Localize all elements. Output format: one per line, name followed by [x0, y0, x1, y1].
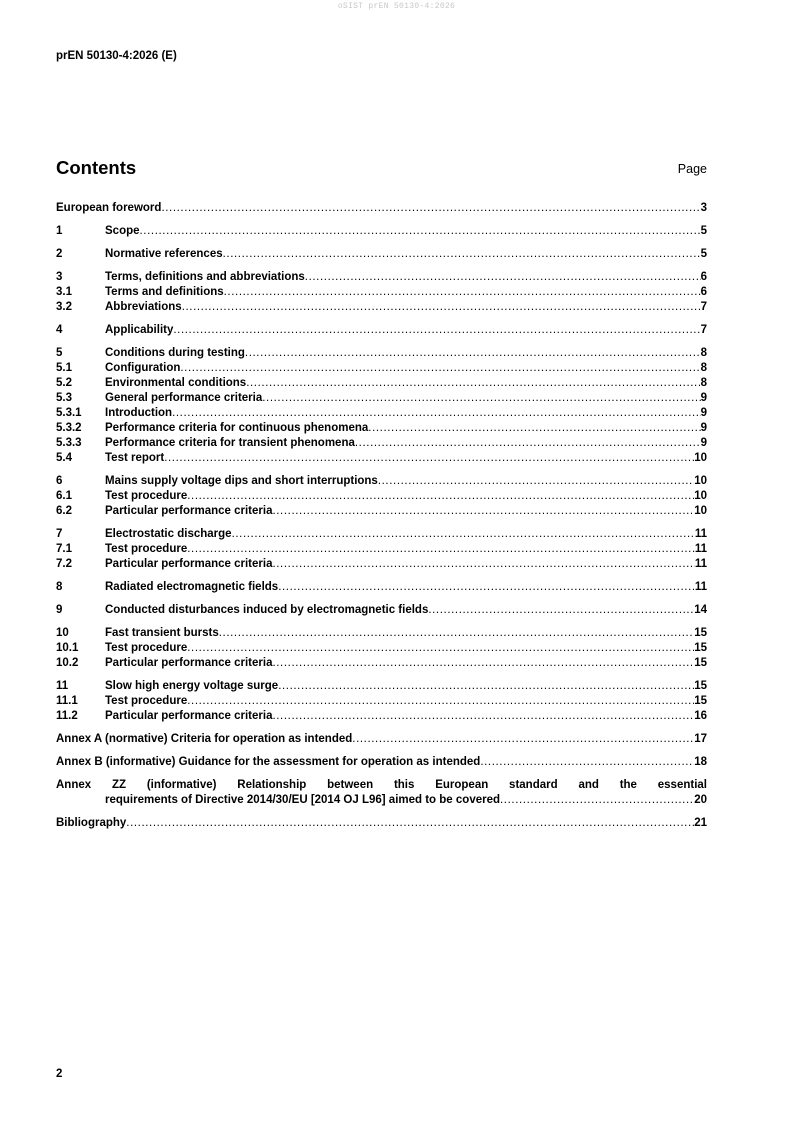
toc-entry-number: 5	[56, 347, 63, 359]
toc-entry-number: 5.4	[56, 452, 72, 464]
toc-entry[interactable]	[56, 247, 707, 262]
toc-entry-page: 5	[700, 225, 707, 237]
toc-entry-number: 3.2	[56, 301, 72, 313]
toc-entry-number: 9	[56, 604, 63, 616]
toc-entry-page: 11	[694, 543, 707, 555]
toc-entry-title: Test procedure	[105, 490, 188, 502]
toc-entry-number: 11.2	[56, 710, 78, 722]
toc-entry-number: 5.2	[56, 377, 72, 389]
toc-entry-number: 11.1	[56, 695, 78, 707]
toc-entry-page: 8	[700, 377, 707, 389]
toc-entry-page: 14	[694, 604, 707, 616]
toc-entry-title: Normative references	[105, 248, 223, 260]
toc-entry[interactable]	[56, 346, 707, 361]
toc-entry[interactable]	[56, 527, 707, 542]
dot-leader	[187, 489, 694, 504]
dot-leader	[272, 504, 694, 519]
dot-leader	[272, 557, 694, 572]
toc-entry-number: 5.3.2	[56, 422, 82, 434]
toc-entry-title: General performance criteria	[105, 392, 263, 404]
dot-leader	[223, 247, 701, 262]
dot-leader	[246, 376, 700, 391]
toc-entry-title: Test report	[105, 452, 165, 464]
document-id: prEN 50130-4:2026 (E)	[56, 50, 177, 62]
toc-entry-page: 18	[694, 756, 707, 768]
toc-entry[interactable]	[56, 391, 707, 406]
contents-title: Contents	[56, 157, 137, 178]
toc-entry[interactable]	[56, 755, 707, 770]
toc-entry-number: 7.1	[56, 543, 72, 555]
toc-entry-title: Performance criteria for continuous phenomena	[105, 422, 369, 434]
dot-leader	[224, 285, 701, 300]
toc-entry[interactable]	[56, 270, 707, 285]
toc-entry-title: Fast transient bursts	[105, 627, 219, 639]
toc-entry-page: 15	[694, 627, 707, 639]
toc-group	[56, 346, 707, 466]
toc-entry-page: 15	[694, 642, 707, 654]
toc-entry-page: 15	[694, 657, 707, 669]
toc-groups	[56, 201, 707, 770]
toc-group	[56, 224, 707, 239]
toc-entry[interactable]	[56, 504, 707, 519]
toc-entry-number: 4	[56, 324, 63, 336]
dot-leader	[272, 709, 694, 724]
toc-entry-title: Particular performance criteria	[105, 505, 273, 517]
toc-entry-title: Bibliography	[56, 817, 127, 829]
toc-entry-number: 5.3	[56, 392, 72, 404]
toc-entry-number: 6.2	[56, 505, 72, 517]
contents-header	[56, 157, 707, 183]
toc-entry-title: Test procedure	[105, 695, 188, 707]
toc-group	[56, 270, 707, 315]
toc-entry[interactable]	[56, 300, 707, 315]
toc-entry[interactable]	[56, 436, 707, 451]
toc-entry[interactable]	[56, 474, 707, 489]
toc-entry[interactable]	[56, 641, 707, 656]
toc-entry[interactable]	[56, 626, 707, 641]
toc-entry-page: 21	[694, 817, 707, 829]
dot-leader	[368, 421, 700, 436]
toc-entry-title: Particular performance criteria	[105, 558, 273, 570]
toc-entry-page: 9	[700, 407, 707, 419]
dot-leader	[126, 816, 694, 831]
toc-entry-number: 10	[56, 627, 69, 639]
toc-entry-number: 5.3.3	[56, 437, 82, 449]
dot-leader	[278, 580, 695, 595]
toc-entry[interactable]	[56, 361, 707, 376]
toc-entry-page: 9	[700, 392, 707, 404]
toc-entry[interactable]	[56, 224, 707, 239]
toc-entry-page: 9	[700, 422, 707, 434]
dot-leader	[428, 603, 694, 618]
toc-group	[56, 732, 707, 747]
toc-entry-title: Environmental conditions	[105, 377, 247, 389]
toc-entry-page: 15	[694, 695, 707, 707]
toc-entry-title: Scope	[105, 225, 140, 237]
toc-group	[56, 474, 707, 519]
toc-entry[interactable]	[56, 603, 707, 618]
toc-entry-number: 7	[56, 528, 63, 540]
dot-leader	[187, 694, 694, 709]
toc-entry-page: 20	[694, 794, 707, 806]
dot-leader	[245, 346, 701, 361]
toc-entry-title: Particular performance criteria	[105, 657, 273, 669]
toc-entry-title: Configuration	[105, 362, 181, 374]
toc-annex-zz[interactable]	[56, 778, 707, 808]
toc-entry-title: Electrostatic discharge	[105, 528, 232, 540]
toc-entry-title: Terms, definitions and abbreviations	[105, 271, 305, 283]
toc-entry-number: 8	[56, 581, 63, 593]
toc-entry-title: Radiated electromagnetic fields	[105, 581, 279, 593]
toc-entry-page: 10	[694, 490, 707, 502]
toc-entry-title: Conditions during testing	[105, 347, 245, 359]
toc-entry-page: 3	[700, 202, 707, 214]
toc-entry-page: 17	[694, 733, 707, 745]
dot-leader	[500, 793, 694, 808]
toc-entry-page: 11	[694, 558, 707, 570]
toc-entry-page: 5	[700, 248, 707, 260]
dot-leader	[140, 224, 701, 239]
toc-entry-title: Mains supply voltage dips and short interruptions	[105, 475, 378, 487]
toc-entry[interactable]	[56, 323, 707, 338]
watermark: oSIST prEN 50130-4:2026	[337, 2, 456, 11]
dot-leader	[232, 527, 695, 542]
dot-leader	[219, 626, 694, 641]
toc-entry[interactable]	[56, 542, 707, 557]
toc-entry-page: 7	[700, 324, 707, 336]
dot-leader	[278, 679, 694, 694]
toc-group	[56, 580, 707, 595]
toc-entry-title: Particular performance criteria	[105, 710, 273, 722]
toc-entry-page: 11	[694, 528, 707, 540]
toc-entry-title: requirements of Directive 2014/30/EU [2014 OJ L96] aimed to be covered	[105, 794, 501, 806]
toc-entry-number: 11	[56, 680, 69, 692]
toc-entry-number: 5.1	[56, 362, 72, 374]
toc-entry[interactable]	[56, 406, 707, 421]
toc-group	[56, 201, 707, 216]
toc-entry-title: Annex A (normative) Criteria for operation as intended	[56, 733, 353, 745]
page-column-label: Page	[677, 162, 707, 176]
toc-entry-page: 10	[694, 475, 707, 487]
toc-entry[interactable]	[56, 580, 707, 595]
toc-entry-title: Annex ZZ (informative) Relationship between this European standard and the essential	[56, 779, 707, 791]
toc-entry[interactable]	[56, 694, 707, 709]
toc-entry-number: 6	[56, 475, 63, 487]
toc-entry-title: Applicability	[105, 324, 174, 336]
toc-entry[interactable]	[56, 376, 707, 391]
toc-entry-page: 11	[694, 581, 707, 593]
page-number: 2	[56, 1068, 63, 1080]
dot-leader	[272, 656, 694, 671]
toc-entry[interactable]	[56, 201, 707, 216]
toc-entry[interactable]	[56, 421, 707, 436]
toc-entry-number: 7.2	[56, 558, 72, 570]
toc-entry-title: Terms and definitions	[105, 286, 224, 298]
toc-entry-page: 15	[694, 680, 707, 692]
dot-leader	[180, 361, 700, 376]
toc-entry-title: Test procedure	[105, 642, 188, 654]
toc-entry-number: 3	[56, 271, 63, 283]
toc-entry[interactable]	[56, 656, 707, 671]
toc-entry-title: Annex B (informative) Guidance for the assessment for operation as intended	[56, 756, 481, 768]
dot-leader	[355, 436, 701, 451]
dot-leader	[305, 270, 701, 285]
dot-leader	[173, 323, 700, 338]
dot-leader	[182, 300, 701, 315]
dot-leader	[352, 732, 694, 747]
toc-bibliography[interactable]	[56, 816, 707, 831]
toc-group	[56, 527, 707, 572]
dot-leader	[378, 474, 694, 489]
toc-entry-number: 1	[56, 225, 63, 237]
dot-leader	[164, 451, 694, 466]
toc-entry-page: 8	[700, 362, 707, 374]
toc-entry-page: 9	[700, 437, 707, 449]
dot-leader	[480, 755, 694, 770]
toc-group	[56, 755, 707, 770]
toc-entry-page: 10	[694, 505, 707, 517]
toc-entry-title: Performance criteria for transient phenomena	[105, 437, 355, 449]
toc-entry-page: 8	[700, 347, 707, 359]
toc-entry[interactable]	[56, 557, 707, 572]
toc-entry-page: 7	[700, 301, 707, 313]
toc-entry-page: 6	[700, 286, 707, 298]
dot-leader	[172, 406, 701, 421]
table-of-contents	[56, 201, 707, 839]
dot-leader	[161, 201, 700, 216]
toc-entry-title: Test procedure	[105, 543, 188, 555]
dot-leader	[187, 542, 695, 557]
toc-group	[56, 626, 707, 671]
toc-entry-title: Introduction	[105, 407, 173, 419]
toc-entry-number: 10.1	[56, 642, 79, 654]
toc-group	[56, 247, 707, 262]
toc-entry[interactable]	[56, 709, 707, 724]
toc-entry-number: 3.1	[56, 286, 72, 298]
dot-leader	[262, 391, 700, 406]
toc-entry[interactable]	[56, 489, 707, 504]
toc-group	[56, 679, 707, 724]
toc-entry[interactable]	[56, 732, 707, 747]
toc-group	[56, 603, 707, 618]
toc-entry-number: 2	[56, 248, 63, 260]
toc-entry-page: 10	[694, 452, 707, 464]
toc-entry-title: Slow high energy voltage surge	[105, 680, 279, 692]
toc-entry-title: European foreword	[56, 202, 162, 214]
toc-entry[interactable]	[56, 285, 707, 300]
toc-group	[56, 323, 707, 338]
toc-entry-number: 5.3.1	[56, 407, 82, 419]
toc-entry-page: 6	[700, 271, 707, 283]
toc-entry-page: 16	[694, 710, 707, 722]
toc-entry-title: Conducted disturbances induced by electromagnetic fields	[105, 604, 429, 616]
dot-leader	[187, 641, 694, 656]
toc-entry[interactable]	[56, 451, 707, 466]
toc-entry-number: 10.2	[56, 657, 79, 669]
toc-entry-title: Abbreviations	[105, 301, 182, 313]
toc-entry[interactable]	[56, 679, 707, 694]
toc-entry-number: 6.1	[56, 490, 72, 502]
